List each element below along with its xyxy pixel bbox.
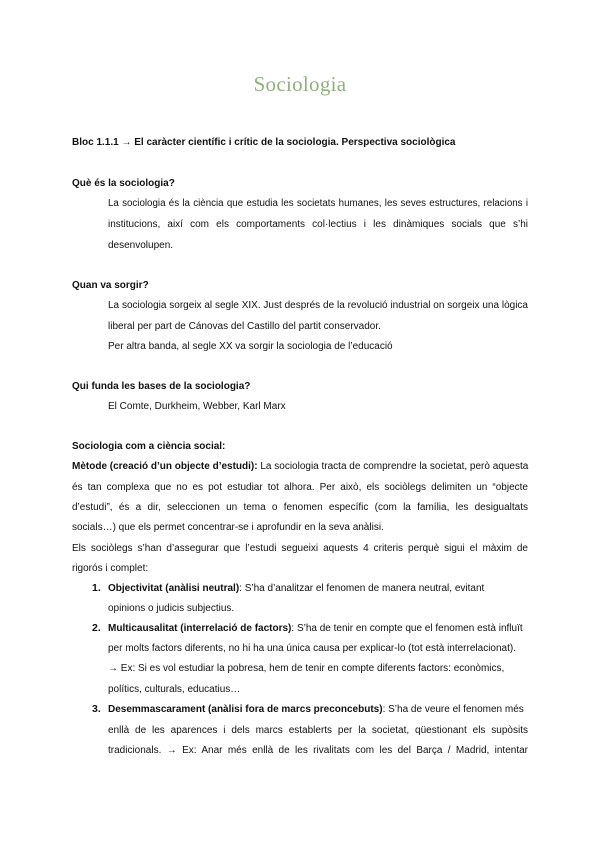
- section-heading: Sociologia com a ciència social:: [72, 441, 226, 452]
- criterion-2-line-2: per molts factors diferents, no hi ha una única causa per explicar-lo (tot està interrelacionat).: [108, 643, 516, 654]
- criteria-intro-2: rigorós i complet:: [72, 563, 149, 574]
- question-what-is-sociology: Què és la sociologia?: [72, 178, 175, 189]
- criterion-3-number: 3.: [92, 703, 101, 715]
- method-first-text: La sociologia tracta de comprendre la societat, però aquesta: [257, 461, 529, 472]
- criterion-3-first-text: : S’ha de veure el fenomen més: [382, 704, 524, 715]
- q1-line-2: institucions, així com els comportaments col·lectius i les dinàmiques socials que s’hi: [108, 219, 528, 230]
- question-who-founded: Qui funda les bases de la sociologia?: [72, 381, 251, 392]
- criterion-1-line-2: opinions o judicis subjectius.: [108, 603, 235, 614]
- criterion-2-line-1: [108, 623, 528, 635]
- criterion-2-first-text: : S’ha de tenir en compte que el fenomen està influït: [291, 623, 523, 634]
- criterion-2-label: Multicausalitat (interrelació de factors): [108, 623, 292, 634]
- criterion-1-number: 1.: [92, 582, 101, 594]
- criterion-3-label: Desemmascarament (anàlisi fora de marcs preconcebuts): [108, 704, 383, 715]
- criterion-3-line-1: [108, 704, 528, 716]
- criterion-1-first-text: : S’ha d’analitzar el fenomen de manera neutral, evitant: [239, 583, 485, 594]
- criterion-2-line-4: polítics, culturals, educatius…: [108, 684, 241, 695]
- q1-line-3: desenvolupen.: [108, 240, 174, 251]
- method-line-4: socials…) que els permet concentrar-se i aprofundir en la seva anàlisi.: [72, 522, 384, 533]
- q2-line-3: Per altra banda, al segle XX va sorgir la sociologia de l’educació: [108, 341, 393, 352]
- method-label: Mètode (creació d’un objecte d’estudi):: [72, 461, 258, 472]
- question-when-emerged: Quan va sorgir?: [72, 280, 149, 291]
- method-line-2: és tan complexa que no es pot estudiar tot alhora. Per això, els sociòlegs delimiten un “objecte: [72, 482, 528, 493]
- q2-line-2: liberal per part de Cánovas del Castillo del partit conservador.: [108, 321, 381, 332]
- criterion-3-line-2: enllà de les aparences i dels marcs establerts per la societat, qüestionant els supòsits: [108, 725, 528, 736]
- document-title: Sociologia: [253, 72, 347, 96]
- method-line-1: [72, 461, 528, 473]
- criterion-1-line-1: [108, 583, 528, 595]
- q1-line-1: La sociologia és la ciència que estudia les societats humanes, les seves estructures, relacions i: [108, 198, 528, 209]
- criteria-intro-1: Els sociòlegs s’han d’assegurar que l’estudi segueixi aquests 4 criteris perquè sigui el màxim de: [72, 543, 528, 554]
- criterion-3-line-3: tradicionals. → Ex: Anar més enllà de les rivalitats com les del Barça / Madrid, intentar: [108, 745, 528, 756]
- bloc-heading: Bloc 1.1.1 → El caràcter científic i crític de la sociologia. Perspectiva sociològica: [72, 137, 456, 148]
- criterion-1-label: Objectivitat (anàlisi neutral): [108, 583, 240, 594]
- q2-line-1: La sociologia sorgeix al segle XIX. Just després de la revolució industrial on sorgeix una lògica: [108, 300, 528, 311]
- criterion-2-line-3: → Ex: Si es vol estudiar la pobresa, hem de tenir en compte diferents factors: econòmics,: [108, 663, 505, 674]
- method-line-3: d’estudi”, és a dir, seleccionen un tema o fenomen específic (com la família, les desigualtats: [72, 502, 528, 513]
- criterion-2-number: 2.: [92, 622, 101, 634]
- q3-answer: El Comte, Durkheim, Webber, Karl Marx: [108, 401, 286, 412]
